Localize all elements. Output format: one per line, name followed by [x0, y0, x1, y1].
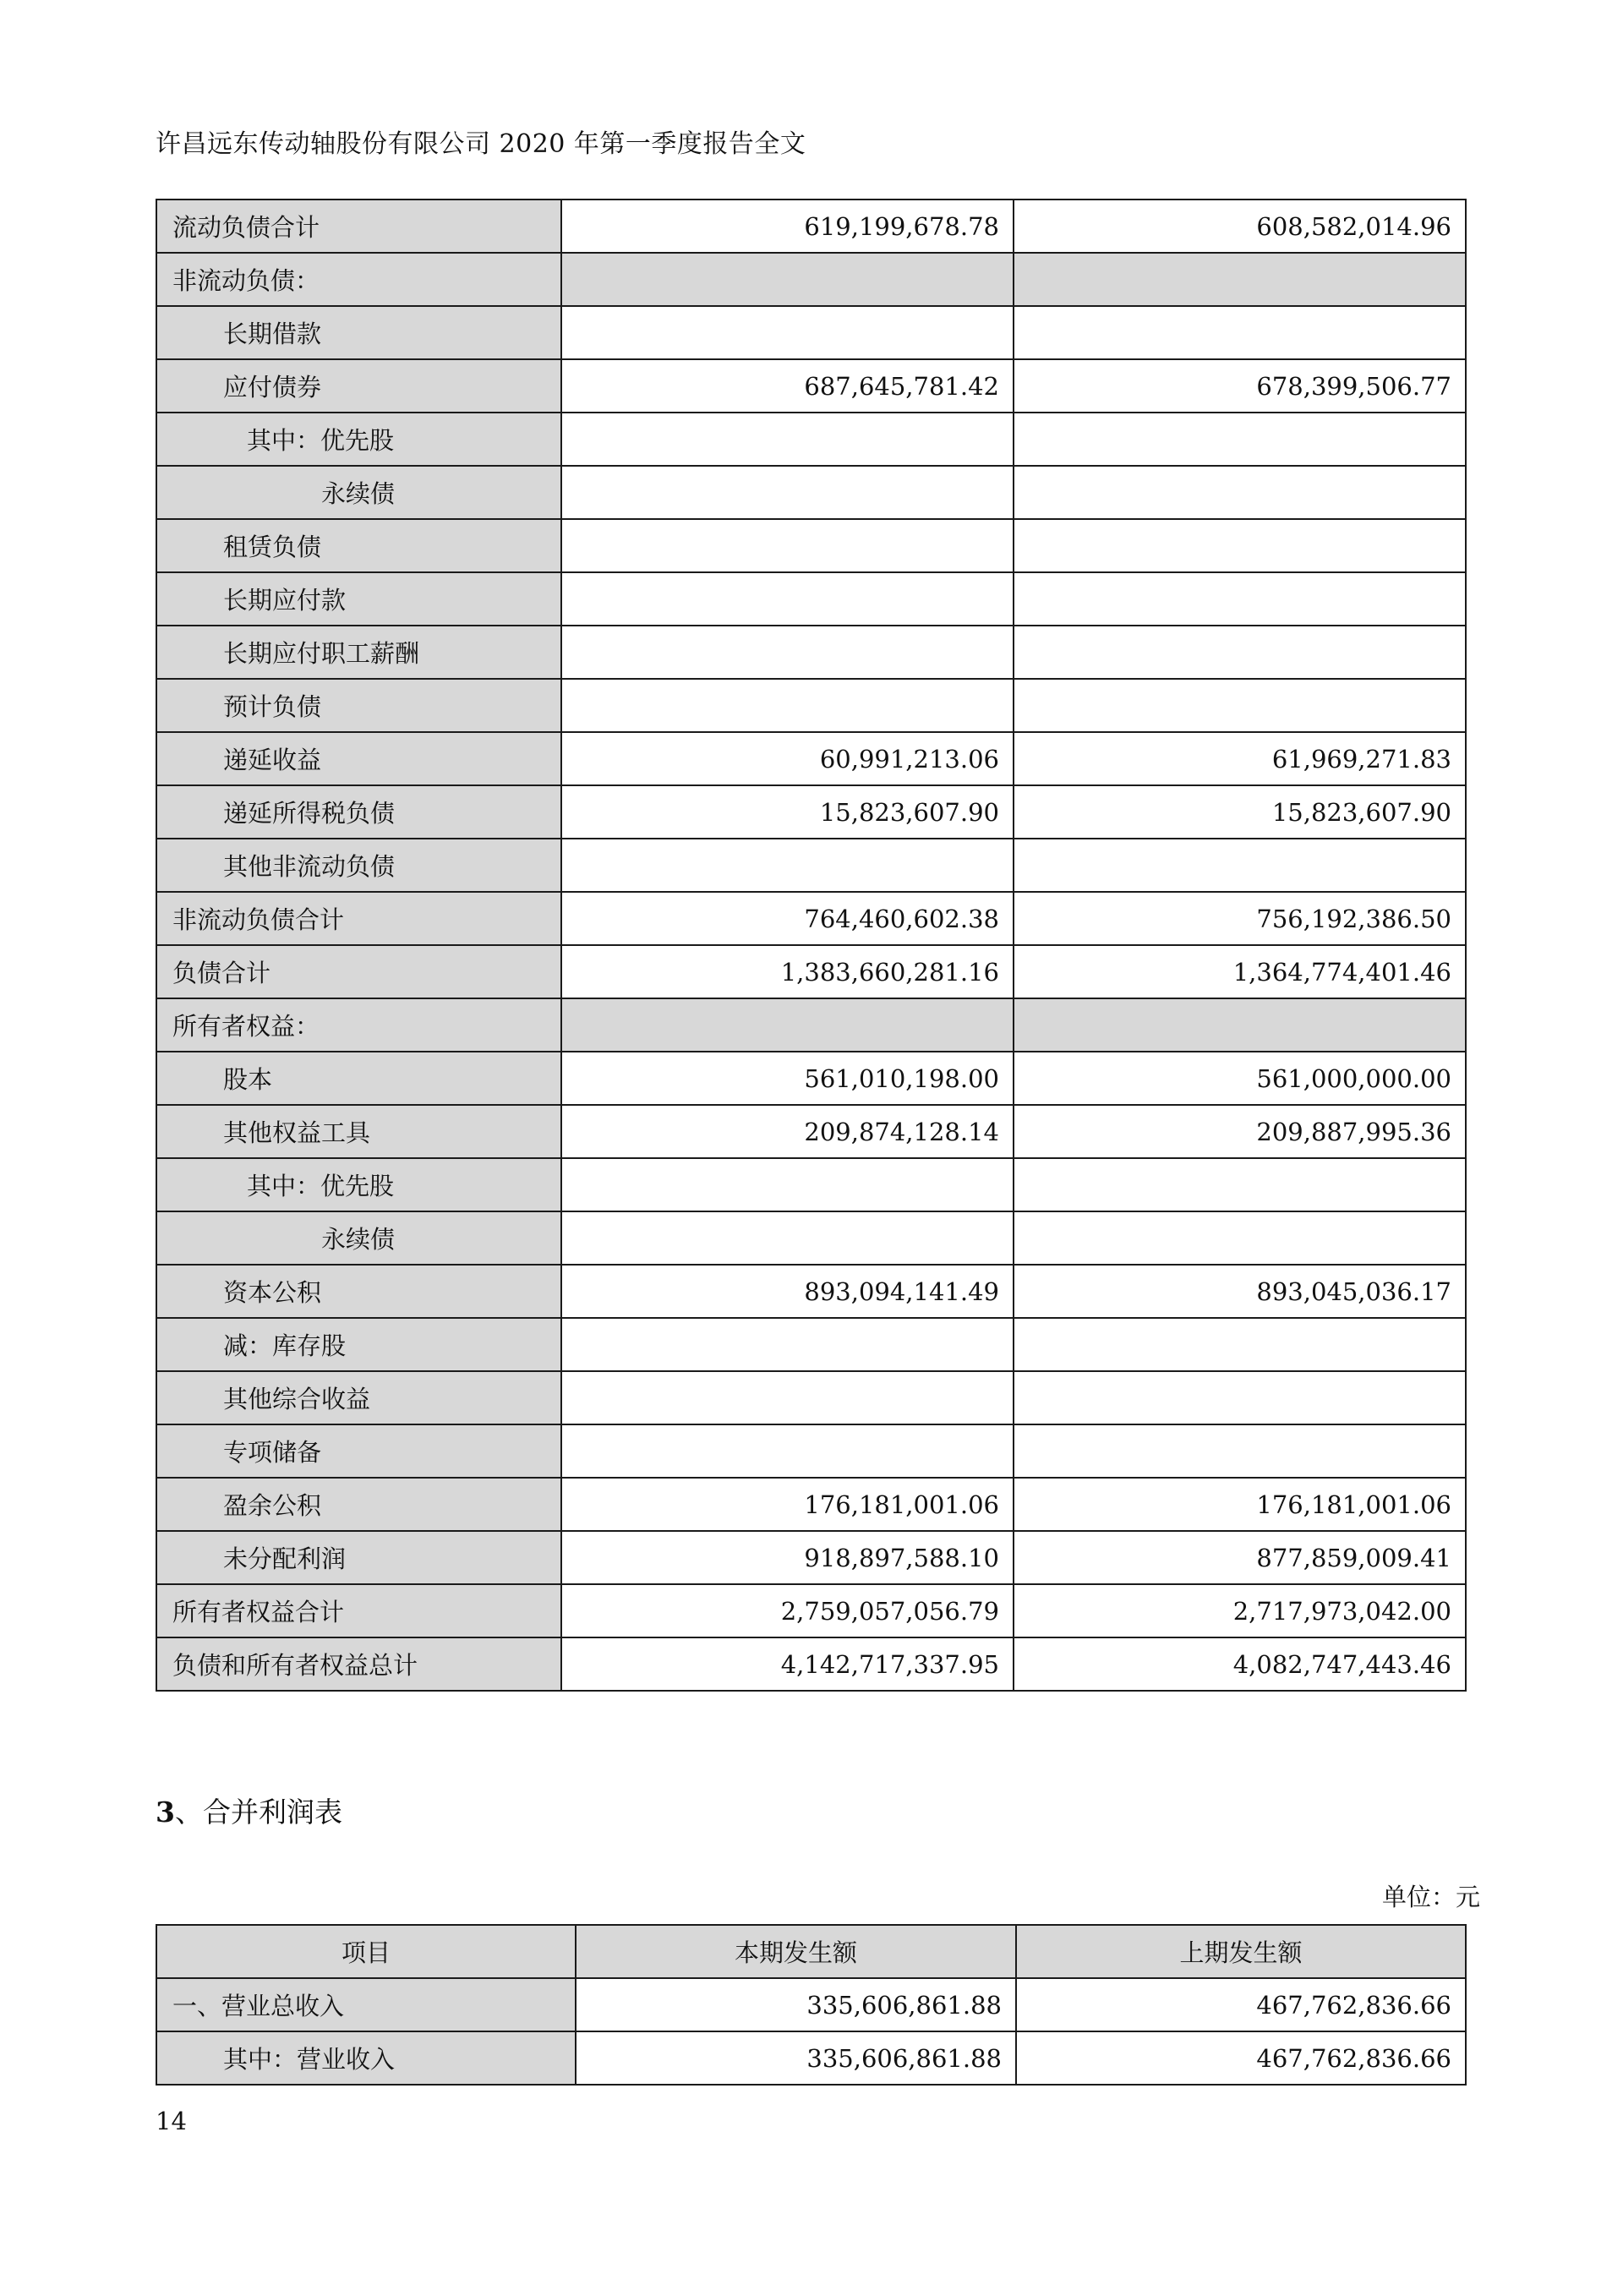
current-period-value: 561,010,198.00	[561, 1052, 1014, 1105]
prior-period-value: 4,082,747,443.46	[1014, 1637, 1466, 1691]
current-period-value: 15,823,607.90	[561, 785, 1014, 839]
prior-period-value	[1014, 1211, 1466, 1265]
current-period-value: 2,759,057,056.79	[561, 1584, 1014, 1637]
prior-period-value	[1014, 679, 1466, 732]
prior-period-value	[1014, 572, 1466, 626]
current-period-value	[561, 1158, 1014, 1211]
prior-period-value	[1014, 1318, 1466, 1371]
prior-period-value: 15,823,607.90	[1014, 785, 1466, 839]
current-period-value: 4,142,717,337.95	[561, 1637, 1014, 1691]
current-period-value: 176,181,001.06	[561, 1478, 1014, 1531]
table-row	[156, 945, 1466, 998]
table-header-row	[156, 1925, 1466, 1978]
row-label: 递延所得税负债	[156, 785, 561, 839]
prior-period-value: 893,045,036.17	[1014, 1265, 1466, 1318]
table-row	[156, 626, 1466, 679]
row-label: 长期应付款	[156, 572, 561, 626]
current-period-value	[561, 1211, 1014, 1265]
prior-period-value: 209,887,995.36	[1014, 1105, 1466, 1158]
row-label: 盈余公积	[156, 1478, 561, 1531]
row-label: 长期应付职工薪酬	[156, 626, 561, 679]
prior-period-value	[1014, 519, 1466, 572]
table-row	[156, 359, 1466, 413]
row-label: 其中：优先股	[156, 1158, 561, 1211]
current-period-value: 619,199,678.78	[561, 200, 1014, 253]
income-statement-table	[156, 1924, 1467, 2086]
prior-period-value	[1014, 1371, 1466, 1424]
row-label: 减：库存股	[156, 1318, 561, 1371]
prior-period-value: 61,969,271.83	[1014, 732, 1466, 785]
table-row	[156, 1478, 1466, 1531]
table-row	[156, 1318, 1466, 1371]
current-period-value: 1,383,660,281.16	[561, 945, 1014, 998]
table-row	[156, 253, 1466, 306]
table-row	[156, 572, 1466, 626]
prior-period-value: 467,762,836.66	[1016, 1978, 1466, 2031]
table-row	[156, 679, 1466, 732]
row-label: 一、营业总收入	[156, 1978, 576, 2031]
table-row	[156, 1158, 1466, 1211]
row-label: 资本公积	[156, 1265, 561, 1318]
column-header-current: 本期发生额	[576, 1925, 1016, 1978]
page-number: 14	[156, 2107, 187, 2135]
current-period-value: 60,991,213.06	[561, 732, 1014, 785]
prior-period-value	[1014, 253, 1466, 306]
row-label: 非流动负债合计	[156, 892, 561, 945]
current-period-value: 335,606,861.88	[576, 1978, 1016, 2031]
row-label: 负债和所有者权益总计	[156, 1637, 561, 1691]
section-number: 3	[156, 1796, 175, 1829]
table-row	[156, 2031, 1466, 2085]
unit-label: 单位：元	[1382, 1883, 1481, 1911]
row-label: 其中：优先股	[156, 413, 561, 466]
table-row	[156, 732, 1466, 785]
table-row	[156, 785, 1466, 839]
current-period-value	[561, 998, 1014, 1052]
current-period-value: 918,897,588.10	[561, 1531, 1014, 1584]
prior-period-value	[1014, 998, 1466, 1052]
table-row	[156, 1052, 1466, 1105]
prior-period-value	[1014, 1158, 1466, 1211]
report-header: 许昌远东传动轴股份有限公司 2020 年第一季度报告全文	[156, 129, 806, 159]
prior-period-value: 608,582,014.96	[1014, 200, 1466, 253]
row-label: 专项储备	[156, 1424, 561, 1478]
table-row	[156, 1424, 1466, 1478]
current-period-value	[561, 626, 1014, 679]
table-row	[156, 839, 1466, 892]
table-row	[156, 1978, 1466, 2031]
row-label: 其他非流动负债	[156, 839, 561, 892]
prior-period-value: 467,762,836.66	[1016, 2031, 1466, 2085]
table-row	[156, 1211, 1466, 1265]
table-row	[156, 1371, 1466, 1424]
prior-period-value: 1,364,774,401.46	[1014, 945, 1466, 998]
table-row	[156, 1584, 1466, 1637]
table-row	[156, 466, 1466, 519]
row-label: 流动负债合计	[156, 200, 561, 253]
row-label: 预计负债	[156, 679, 561, 732]
row-label: 所有者权益：	[156, 998, 561, 1052]
prior-period-value	[1014, 626, 1466, 679]
prior-period-value: 176,181,001.06	[1014, 1478, 1466, 1531]
current-period-value: 687,645,781.42	[561, 359, 1014, 413]
table-row	[156, 1105, 1466, 1158]
current-period-value	[561, 306, 1014, 359]
row-label: 应付债券	[156, 359, 561, 413]
balance-sheet-table	[156, 199, 1467, 1692]
current-period-value: 893,094,141.49	[561, 1265, 1014, 1318]
row-label: 所有者权益合计	[156, 1584, 561, 1637]
current-period-value	[561, 839, 1014, 892]
row-label: 长期借款	[156, 306, 561, 359]
row-label: 租赁负债	[156, 519, 561, 572]
prior-period-value: 877,859,009.41	[1014, 1531, 1466, 1584]
table-row	[156, 306, 1466, 359]
row-label: 其中：营业收入	[156, 2031, 576, 2085]
row-label: 未分配利润	[156, 1531, 561, 1584]
prior-period-value	[1014, 839, 1466, 892]
table-row	[156, 519, 1466, 572]
section-title-text: 、合并利润表	[174, 1796, 342, 1829]
row-label: 非流动负债：	[156, 253, 561, 306]
current-period-value	[561, 572, 1014, 626]
current-period-value	[561, 1424, 1014, 1478]
column-header-prior: 上期发生额	[1016, 1925, 1466, 1978]
row-label: 股本	[156, 1052, 561, 1105]
table-row	[156, 892, 1466, 945]
current-period-value	[561, 253, 1014, 306]
section-title	[156, 1790, 342, 1830]
prior-period-value	[1014, 306, 1466, 359]
current-period-value	[561, 679, 1014, 732]
row-label: 其他权益工具	[156, 1105, 561, 1158]
current-period-value: 335,606,861.88	[576, 2031, 1016, 2085]
prior-period-value: 756,192,386.50	[1014, 892, 1466, 945]
row-label: 永续债	[156, 466, 561, 519]
column-header-item: 项目	[156, 1925, 576, 1978]
current-period-value	[561, 519, 1014, 572]
table-row	[156, 998, 1466, 1052]
current-period-value	[561, 1371, 1014, 1424]
table-row	[156, 200, 1466, 253]
prior-period-value	[1014, 466, 1466, 519]
current-period-value	[561, 466, 1014, 519]
prior-period-value: 2,717,973,042.00	[1014, 1584, 1466, 1637]
row-label: 永续债	[156, 1211, 561, 1265]
table-row	[156, 1531, 1466, 1584]
table-row	[156, 413, 1466, 466]
row-label: 负债合计	[156, 945, 561, 998]
prior-period-value: 561,000,000.00	[1014, 1052, 1466, 1105]
current-period-value: 764,460,602.38	[561, 892, 1014, 945]
current-period-value: 209,874,128.14	[561, 1105, 1014, 1158]
row-label: 其他综合收益	[156, 1371, 561, 1424]
table-row	[156, 1637, 1466, 1691]
row-label: 递延收益	[156, 732, 561, 785]
prior-period-value	[1014, 413, 1466, 466]
prior-period-value	[1014, 1424, 1466, 1478]
prior-period-value: 678,399,506.77	[1014, 359, 1466, 413]
current-period-value	[561, 413, 1014, 466]
table-row	[156, 1265, 1466, 1318]
current-period-value	[561, 1318, 1014, 1371]
